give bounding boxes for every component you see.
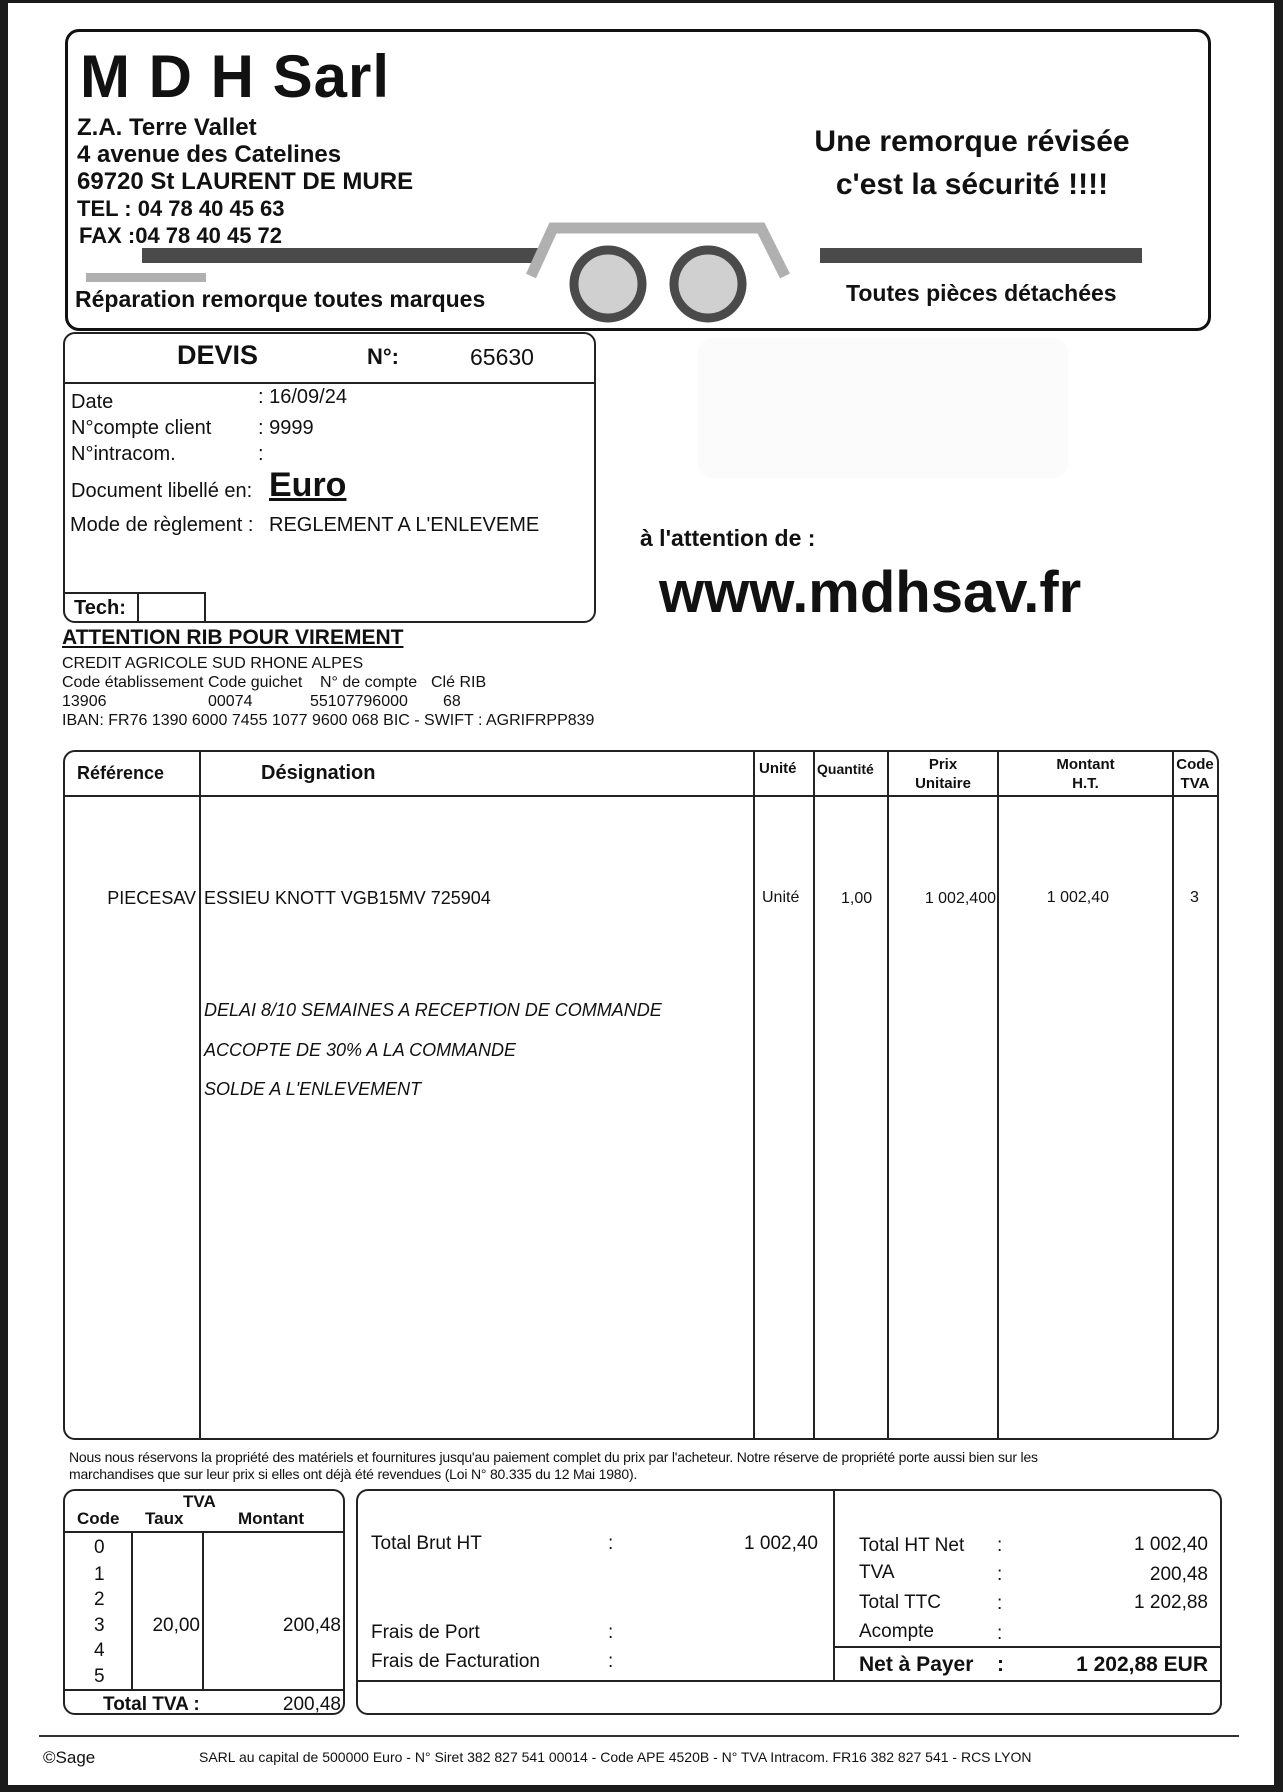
field-label-intracom: N°intracom. [71,443,176,465]
tva-title: TVA [183,1492,216,1511]
col-header-montant [999,755,1172,793]
trailer-logo-icon [523,218,823,328]
currency-value: Euro [269,466,347,504]
cell-montant-ht: 1 002,40 [1046,889,1109,906]
divider [358,1680,1220,1682]
cell-unite: Unité [762,889,800,906]
col-header-code [1173,755,1217,793]
tva-col-montant: Montant [238,1509,305,1528]
rib-value-cle: 68 [443,693,461,710]
tech-box-right [204,592,206,623]
col-header-designation: Désignation [261,762,376,784]
rib-value-guichet: 00074 [208,693,253,710]
col-divider [131,1531,133,1689]
rib-header-compte: N° de compte [320,674,418,691]
col-divider [1172,752,1174,1438]
quote-page [8,3,1274,1785]
colon: : [997,1653,1004,1676]
currency-label: Document libellé en: [71,480,253,502]
divider [833,1646,1220,1648]
divider [65,1689,343,1691]
tech-label: Tech: [74,597,126,619]
tva-label: TVA [859,1562,895,1583]
phone: TEL : 04 78 40 45 63 [77,196,285,221]
colon: : [608,1533,614,1554]
divider [65,1531,343,1533]
iban-line: IBAN: FR76 1390 6000 7455 1077 9600 068 BIC - SWIFT : AGRIFRPP839 [62,712,595,729]
frais-facturation-label: Frais de Facturation [371,1651,540,1672]
rib-title: ATTENTION RIB POUR VIREMENT [62,626,404,649]
note-line: SOLDE A L'ENLEVEMENT [204,1079,422,1099]
field-value-intracom: : [258,443,264,465]
frais-port-label: Frais de Port [371,1622,480,1643]
cell-prix-unitaire: 1 002,400 [924,890,996,907]
footer-divider [39,1735,1239,1737]
total-ttc-label: Total TTC [859,1592,942,1613]
field-label-account: N°compte client [71,417,212,439]
col-header-code-line1: Code [1176,756,1214,773]
trailer-fender-icon [531,228,785,276]
total-brut-value: 1 002,40 [744,1533,818,1554]
tva-code: 2 [94,1589,105,1610]
quote-info-box [63,332,596,623]
colon: : [997,1593,1003,1614]
rib-header-cle: Clé RIB [431,674,487,691]
total-ht-net-label: Total HT Net [859,1535,965,1556]
address-line: Z.A. Terre Vallet [77,114,257,141]
tva-code: 5 [94,1666,105,1687]
col-divider [202,1531,204,1689]
slogan-line-1: Une remorque révisée [814,125,1130,158]
trailer-bar-right [820,248,1142,263]
tagline-left: Réparation remorque toutes marques [75,286,486,312]
legal-notice-line-1: Nous nous réservons la propriété des matériels et fournitures jusqu'au paiement complet du prix par l'acheteur. Notre réserve de propriété porte aussi bien sur les [69,1449,1038,1465]
tva-col-code: Code [77,1509,120,1528]
trailer-bar-left [142,248,542,263]
items-table [63,750,1219,1440]
trailer-bar-small [86,273,206,282]
net-payer-label: Net à Payer [859,1653,974,1676]
tva-summary-box [63,1489,345,1715]
total-ht-net-value: 1 002,40 [1134,1534,1208,1555]
cell-code-tva: 3 [1190,889,1199,906]
slogan-line-2: c'est la sécurité !!!! [835,168,1109,201]
tva-total-label: Total TVA : [103,1694,200,1715]
company-header [65,29,1211,331]
tech-field[interactable] [139,594,203,622]
total-brut-label: Total Brut HT [371,1533,482,1554]
col-header-quantite: Quantité [817,761,874,777]
address-line: 69720 St LAURENT DE MURE [77,168,414,195]
wheel-icon [674,250,742,318]
note-line: DELAI 8/10 SEMAINES A RECEPTION DE COMMANDE [204,1000,662,1020]
website[interactable]: www.mdhsav.fr [659,560,1082,625]
net-payer-value: 1 202,88 EUR [1076,1653,1208,1676]
address-line: 4 avenue des Catelines [77,141,342,168]
cell-quantite: 1,00 [841,890,873,907]
cell-designation: ESSIEU KNOTT VGB15MV 725904 [204,888,491,908]
col-divider [753,752,755,1438]
payment-value: REGLEMENT A L'ENLEVEME [269,514,540,536]
tva-col-taux: Taux [145,1509,184,1528]
tva-total-value: 200,48 [282,1694,341,1715]
colon: : [997,1564,1003,1585]
col-divider [997,752,999,1438]
totals-box [356,1489,1222,1715]
tva-value: 200,48 [1149,1564,1208,1585]
col-divider [199,752,201,1438]
col-header-prix-line1: Prix [928,756,958,773]
rib-value-compte: 55107796000 [310,693,408,710]
col-divider [833,1491,835,1680]
rib-value-etab: 13906 [62,693,107,710]
note-line: ACCOPTE DE 30% A LA COMMANDE [204,1040,517,1060]
colon: : [608,1622,614,1643]
fax: FAX :04 78 40 45 72 [79,223,283,248]
field-label-date: Date [71,391,114,413]
divider [65,382,594,384]
colon: : [608,1651,614,1672]
col-header-code-line2: TVA [1180,775,1210,792]
col-header-prix [889,755,997,793]
col-header-montant-line1: Montant [1056,756,1115,773]
cell-reference: PIECESAV [107,888,196,908]
rib-header-etab: Code établissement [62,674,204,691]
tva-taux: 20,00 [152,1615,200,1636]
col-header-montant-line2: H.T. [1072,775,1099,792]
col-header-unite: Unité [759,760,797,777]
colon: : [997,1623,1003,1644]
footer-legal: SARL au capital de 500000 Euro - N° Siret 382 827 541 00014 - Code APE 4520B - N° TVA Intracom. FR16 382 827 541 - RCS LYON [199,1749,1032,1765]
wheel-icon [574,250,642,318]
tva-code: 4 [94,1640,105,1661]
tva-code: 3 [94,1615,105,1636]
faded-stamp-area [698,338,1068,478]
tva-code: 1 [94,1564,105,1585]
tagline-right: Toutes pièces détachées [846,280,1117,306]
quote-number: 65630 [470,344,534,370]
payment-label: Mode de règlement : [70,514,254,536]
field-value-account: : 9999 [258,417,314,439]
rib-header-guichet: Code guichet [208,674,303,691]
header-divider [65,795,1217,797]
acompte-label: Acompte [859,1621,934,1642]
quote-title: DEVIS [177,340,259,370]
quote-number-label: N°: [367,344,400,369]
attention-label: à l'attention de : [640,525,816,551]
legal-notice-line-2: marchandises que sur leur prix si elles ont déjà été revendues (Loi N° 80.335 du 12 Mai 1980). [69,1466,638,1482]
footer-brand: ©Sage [43,1748,96,1767]
colon: : [997,1535,1003,1556]
col-divider [813,752,815,1438]
bank-name: CREDIT AGRICOLE SUD RHONE ALPES [62,655,364,672]
field-value-date: : 16/09/24 [258,386,347,408]
company-name: M D H Sarl [80,43,391,110]
tva-montant: 200,48 [282,1615,341,1636]
tva-code: 0 [94,1537,105,1558]
total-ttc-value: 1 202,88 [1134,1592,1208,1613]
col-header-reference: Référence [77,763,165,783]
col-header-prix-line2: Unitaire [915,775,971,792]
col-divider [887,752,889,1438]
